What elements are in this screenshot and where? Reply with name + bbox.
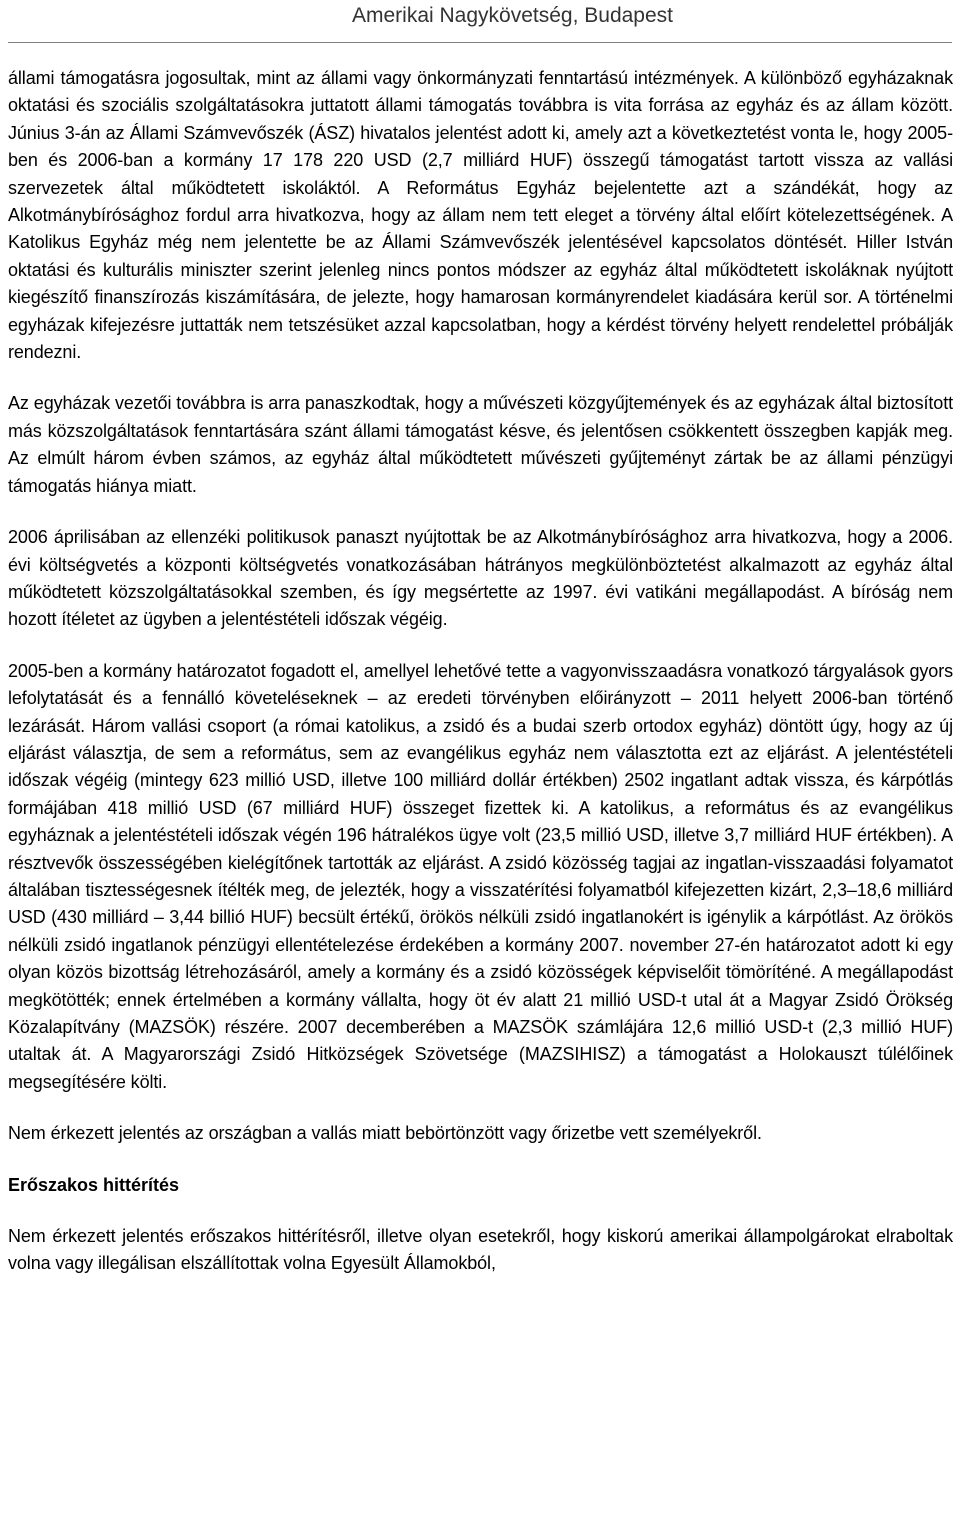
paragraph-6: Nem érkezett jelentés erőszakos hittérítésről, illetve olyan esetekről, hogy kiskorú amerikai állampolgárokat elraboltak volna vagy illegálisan elszállítottak volna Egyesült Államokból,	[8, 1225, 953, 1274]
paragraph-5: Nem érkezett jelentés az országban a vallás miatt bebörtönzött vagy őrizetbe vett személyekről.	[8, 1123, 762, 1144]
section-heading: Erőszakos hittérítés	[8, 1174, 180, 1195]
paragraph-3: 2006 áprilisában az ellenzéki politikusok panaszt nyújtottak be az Alkotmánybírósághoz arra hivatkozva, hogy a 2006. évi költségvetés a központi költségvetés vonatkozásában hátrányos megkülönböztetést alkalmazott az egyház által működtetett közszolgáltatásokkal szemben, és így megsértette az 1997. évi vatikáni megállapodást. A bíróság nem hozott ítéletet az ügyben a jelentéstételi időszak végéig.	[8, 527, 953, 630]
document-body	[8, 65, 953, 1301]
paragraph-2: Az egyházak vezetői továbbra is arra panaszkodtak, hogy a művészeti közgyűjtemények és az egyházak által biztosított más közszolgáltatások fenntartására szánt állami támogatást késve, és jelentősen csökkentett összegben kapják meg. Az elmúlt három évben számos, az egyház által működtetett művészeti gyűjteményt zártak be az állami pénzügyi támogatás hiánya miatt.	[8, 393, 953, 496]
paragraph-4: 2005-ben a kormány határozatot fogadott el, amellyel lehetővé tette a vagyonvisszaadásra vonatkozó tárgyalások gyors lefolytatását és a fennálló követeléseknek – az eredeti törvényben előirányzott – 2011 helyett 2006-ban történő lezárását. Három vallási csoport (a római katolikus, a zsidó és a budai szerb ortodox egyház) döntött úgy, hogy az új eljárást választja, de sem a református, sem az evangélikus egyház nem választotta ezt az eljárást. A jelentéstételi időszak végéig (mintegy 623 millió USD, illetve 100 milliárd dollár értékben) 2502 ingatlant adtak vissza, és kárpótlás formájában 418 millió USD (67 milliárd HUF) összeget fizettek ki. A katolikus, a református és az evangélikus egyháznak a jelentéstételi időszak végén 196 hátralékos ügye volt (23,5 millió USD, illetve 3,7 milliárd HUF értékben). A résztvevők összességében kielégítőnek tartották az eljárást. A zsidó közösség tagjai az ingatlan-visszaadási folyamatot általában tisztességesnek ítélték meg, de jelezték, hogy a visszatérítési folyamatból kifejezetten kizárt, 2,3–18,6 milliárd USD (430 milliárd – 3,44 billió HUF) becsült értékű, örökös nélküli zsidó ingatlanokért is igénylik a kárpótlást. Az örökös nélküli zsidó ingatlanok pénzügyi ellentételezése érdekében a kormány 2007. november 27-én határozatot adott ki egy olyan közös bizottság létrehozásáról, amely a kormány és a zsidó közösségek képviselőit tömöríténé. A megállapodást megkötötték; ennek értelmében a kormány vállalta, hogy öt év alatt 21 millió USD-t utal át a Magyar Zsidó Örökség Közalapítvány (MAZSÖK) részére. 2007 decemberében a MAZSÖK számlájára 12,6 millió USD-t (2,3 millió HUF) utaltak át. A Magyarországi Zsidó Hitközségek Szövetsége (MAZSIHISZ) a támogatást a Holokauszt túlélőinek megsegítésére költi.	[8, 660, 953, 1092]
page-header	[0, 0, 960, 44]
paragraph-1: állami támogatásra jogosultak, mint az állami vagy önkormányzati fenntartású intézmények. A különböző egyházaknak oktatási és szociális szolgáltatásokra juttatott állami támogatás továbbra is vita forrása az egyház és az állam között. Június 3-án az Állami Számvevőszék (ÁSZ) hivatalos jelentést adott ki, amely azt a következtetést vonta le, hogy 2005-ben és 2006-ban a kormány 17 178 220 USD (2,7 milliárd HUF) összegű támogatást tartott vissza az vallási szervezetek által működtetett iskoláktól. A Református Egyház bejelentette azt a szándékát, hogy az Alkotmánybírósághoz fordul arra hivatkozva, hogy az állam nem tett eleget a törvény által előírt kötelezettségének. A Katolikus Egyház még nem jelentette be az Állami Számvevőszék jelentésével kapcsolatos döntését. Hiller István oktatási és kulturális miniszter szerint jelenleg nincs pontos módszer az egyház által működtetett iskoláknak nyújtott kiegészítő finanszírozás kiszámítására, de jelezte, hogy hamarosan kormányrendelet kiadására kerül sor. A történelmi egyházak kifejezésre juttatták nem tetszésüket azzal kapcsolatban, hogy a kérdést törvény helyett rendelettel próbálják rendezni.	[8, 68, 953, 363]
header-divider	[8, 42, 952, 43]
header-title: Amerikai Nagykövetség, Budapest	[352, 4, 673, 27]
